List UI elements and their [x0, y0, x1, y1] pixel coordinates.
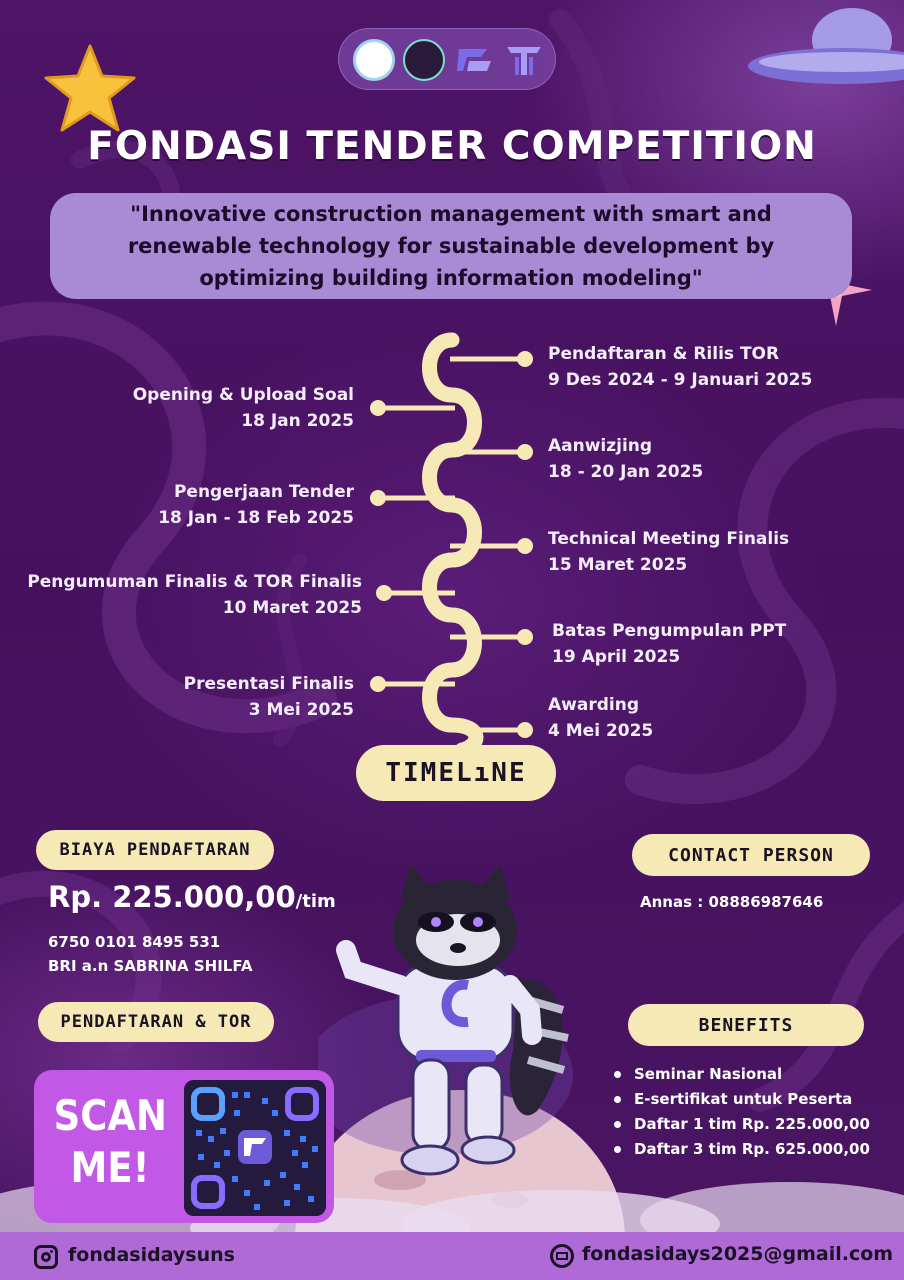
event-name: Pengumuman Finalis & TOR Finalis — [27, 572, 362, 592]
timeline-badge: TIMELıNE — [356, 745, 556, 801]
event-date: 18 Jan - 18 Feb 2025 — [158, 508, 354, 528]
benefit-text: Daftar 1 tim Rp. 225.000,00 — [634, 1115, 870, 1133]
timeline-event — [548, 433, 703, 485]
event-name: Pengerjaan Tender — [173, 482, 354, 502]
bullet-icon — [614, 1071, 621, 1078]
list-item — [614, 1062, 870, 1087]
timeline-event — [27, 569, 362, 621]
event-name: Pendaftaran & Rilis TOR — [548, 344, 780, 364]
event-name: Technical Meeting Finalis — [548, 529, 790, 549]
event-date: 4 Mei 2025 — [548, 721, 654, 741]
mail-icon[interactable] — [550, 1244, 574, 1268]
event-name: Aanwizjing — [548, 436, 653, 456]
list-item — [614, 1112, 870, 1137]
price-amount: Rp. 225.000,00 — [48, 880, 296, 914]
account-number: 6750 0101 8495 531 — [48, 933, 221, 951]
bullet-icon — [614, 1121, 621, 1128]
event-date: 9 Des 2024 - 9 Januari 2025 — [548, 370, 813, 390]
price-unit: /tim — [295, 891, 336, 912]
event-name: Presentasi Finalis — [183, 674, 354, 694]
bank-account — [48, 930, 253, 978]
instagram-icon[interactable] — [34, 1245, 58, 1269]
tagline: "Innovative construction management with smart and renewable technology for sustainable development by optimizing building information modeling" — [127, 202, 775, 290]
scan-box[interactable] — [34, 1070, 334, 1223]
timeline-event — [548, 341, 812, 393]
event-name: Opening & Upload Soal — [132, 385, 354, 405]
university-logo-icon — [353, 39, 395, 81]
qr-code[interactable] — [184, 1080, 326, 1216]
bullet-icon — [614, 1146, 621, 1153]
event-date: 18 Jan 2025 — [241, 411, 354, 431]
benefits-label: BENEFITS — [628, 1004, 864, 1046]
event-date: 3 Mei 2025 — [248, 700, 354, 720]
event-date: 19 April 2025 — [552, 647, 681, 667]
benefit-text: Seminar Nasional — [634, 1065, 783, 1083]
event-name: Awarding — [548, 695, 639, 715]
email-address[interactable]: fondasidays2025@gmail.com — [582, 1243, 894, 1265]
fondasi-logo-icon — [453, 39, 495, 81]
timeline-event — [184, 671, 354, 723]
event-name: Batas Pengumpulan PPT — [552, 621, 787, 641]
fee-price — [48, 880, 336, 914]
page-title: FONDASI TENDER COMPETITION — [87, 124, 817, 169]
account-name: BRI a.n SABRINA SHILFA — [48, 957, 253, 975]
tagline-box — [50, 193, 852, 299]
star-icon — [40, 38, 140, 138]
registration-link-label: PENDAFTARAN & TOR — [38, 1002, 274, 1042]
organization-logo-icon — [403, 39, 445, 81]
timeline-event — [548, 692, 653, 744]
benefit-text: Daftar 3 tim Rp. 625.000,00 — [634, 1140, 870, 1158]
footer — [0, 1232, 904, 1280]
event-date: 18 - 20 Jan 2025 — [548, 462, 704, 482]
logo-bar — [338, 28, 556, 90]
ufo-icon — [748, 0, 904, 100]
list-item — [614, 1087, 870, 1112]
scan-me-text: SCAN ME! — [53, 1091, 167, 1192]
contact-phone: Annas : 08886987646 — [640, 893, 824, 911]
instagram-handle[interactable]: fondasidaysuns — [68, 1244, 235, 1266]
event-date: 15 Maret 2025 — [548, 555, 688, 575]
event-date: 10 Maret 2025 — [222, 598, 362, 618]
list-item — [614, 1137, 870, 1162]
benefit-text: E-sertifikat untuk Peserta — [634, 1090, 853, 1108]
bullet-icon — [614, 1096, 621, 1103]
tender-logo-icon — [503, 39, 545, 81]
raccoon-mascot — [318, 860, 578, 1190]
timeline-event — [158, 479, 354, 531]
timeline-event — [133, 382, 354, 434]
fee-label: BIAYA PENDAFTARAN — [36, 830, 274, 870]
contact-label: CONTACT PERSON — [632, 834, 870, 876]
timeline-event — [548, 526, 789, 578]
benefits-list — [614, 1062, 870, 1162]
timeline-event — [552, 618, 786, 670]
